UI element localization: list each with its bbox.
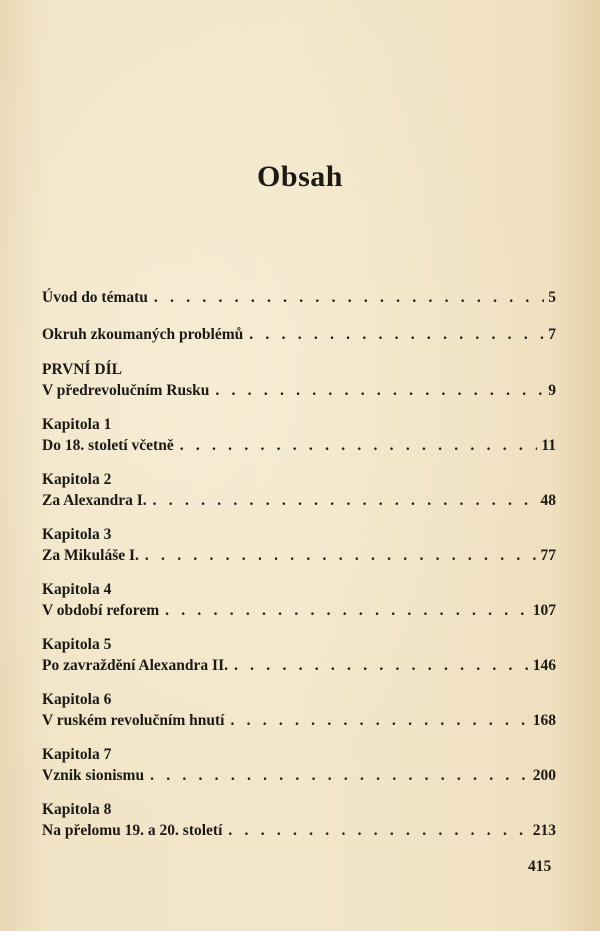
leader-dots — [154, 287, 544, 308]
toc-line — [42, 490, 556, 511]
toc-page-number: 168 — [532, 712, 556, 729]
toc-chapter-label: Kapitola 2 — [42, 471, 112, 488]
leader-dots — [249, 324, 544, 345]
toc-chapter-label: Kapitola 5 — [42, 636, 112, 653]
leader-dots — [180, 435, 538, 456]
page-title: Obsah — [257, 160, 343, 193]
toc-line — [42, 435, 556, 456]
toc-entry-title: Úvod do tématu — [42, 289, 148, 306]
toc-entry-title: Za Mikuláše I. — [42, 547, 139, 564]
toc-line — [42, 710, 556, 731]
toc-chapter-label: Kapitola 6 — [42, 691, 112, 708]
toc-chapter-label: Kapitola 4 — [42, 581, 112, 598]
toc-entry-title: V ruském revolučním hnutí — [42, 712, 225, 729]
toc-entry-chapter-6 — [42, 689, 556, 731]
toc-page-number: 200 — [532, 767, 556, 784]
toc-line — [42, 287, 556, 308]
toc-entry-title: Za Alexandra I. — [42, 492, 147, 509]
toc-entry-title: Na přelomu 19. a 20. století — [42, 822, 223, 839]
toc-entry-uvod — [42, 287, 556, 308]
toc-line — [42, 545, 556, 566]
toc-part-label: PRVNÍ DÍL — [42, 361, 122, 378]
leader-dots — [230, 710, 528, 731]
toc-entry-title: V předrevolučním Rusku — [42, 382, 210, 399]
toc-line — [42, 380, 556, 401]
leader-dots — [215, 380, 544, 401]
folio-page-number: 415 — [528, 858, 552, 875]
toc-line — [42, 600, 556, 621]
toc-chapter-label: Kapitola 3 — [42, 526, 112, 543]
toc-entry-part-one — [42, 359, 556, 401]
toc-chapter-label: Kapitola 8 — [42, 801, 112, 818]
toc-page-number: 7 — [548, 326, 556, 343]
toc-entry-title: Po zavraždění Alexandra II. — [42, 657, 228, 674]
toc-entry-chapter-2 — [42, 469, 556, 511]
leader-dots — [228, 820, 528, 841]
table-of-contents — [42, 287, 556, 841]
toc-page-number: 48 — [540, 492, 556, 509]
toc-line — [42, 820, 556, 841]
toc-entry-okruh — [42, 324, 556, 345]
toc-page-number: 213 — [532, 822, 556, 839]
toc-entry-title: V období reforem — [42, 602, 160, 619]
toc-chapter-label: Kapitola 1 — [42, 416, 112, 433]
toc-entry-chapter-5 — [42, 634, 556, 676]
toc-entry-chapter-3 — [42, 524, 556, 566]
toc-page-number: 146 — [532, 657, 556, 674]
toc-page-number: 107 — [532, 602, 556, 619]
toc-entry-chapter-1 — [42, 414, 556, 456]
leader-dots — [150, 765, 529, 786]
toc-entry-title: Vznik sionismu — [42, 767, 145, 784]
leader-dots — [145, 545, 537, 566]
leader-dots — [234, 655, 529, 676]
toc-entry-chapter-4 — [42, 579, 556, 621]
toc-page-number: 11 — [541, 437, 556, 454]
toc-line — [42, 655, 556, 676]
leader-dots — [165, 600, 529, 621]
toc-line — [42, 324, 556, 345]
toc-page-number: 5 — [548, 289, 556, 306]
toc-entry-title: Do 18. století včetně — [42, 437, 174, 454]
toc-line — [42, 765, 556, 786]
toc-page-number: 77 — [540, 547, 556, 564]
leader-dots — [153, 490, 537, 511]
toc-page-number: 9 — [548, 382, 556, 399]
toc-entry-chapter-7 — [42, 744, 556, 786]
toc-entry-title: Okruh zkoumaných problémů — [42, 326, 244, 343]
toc-chapter-label: Kapitola 7 — [42, 746, 112, 763]
toc-entry-chapter-8 — [42, 799, 556, 841]
